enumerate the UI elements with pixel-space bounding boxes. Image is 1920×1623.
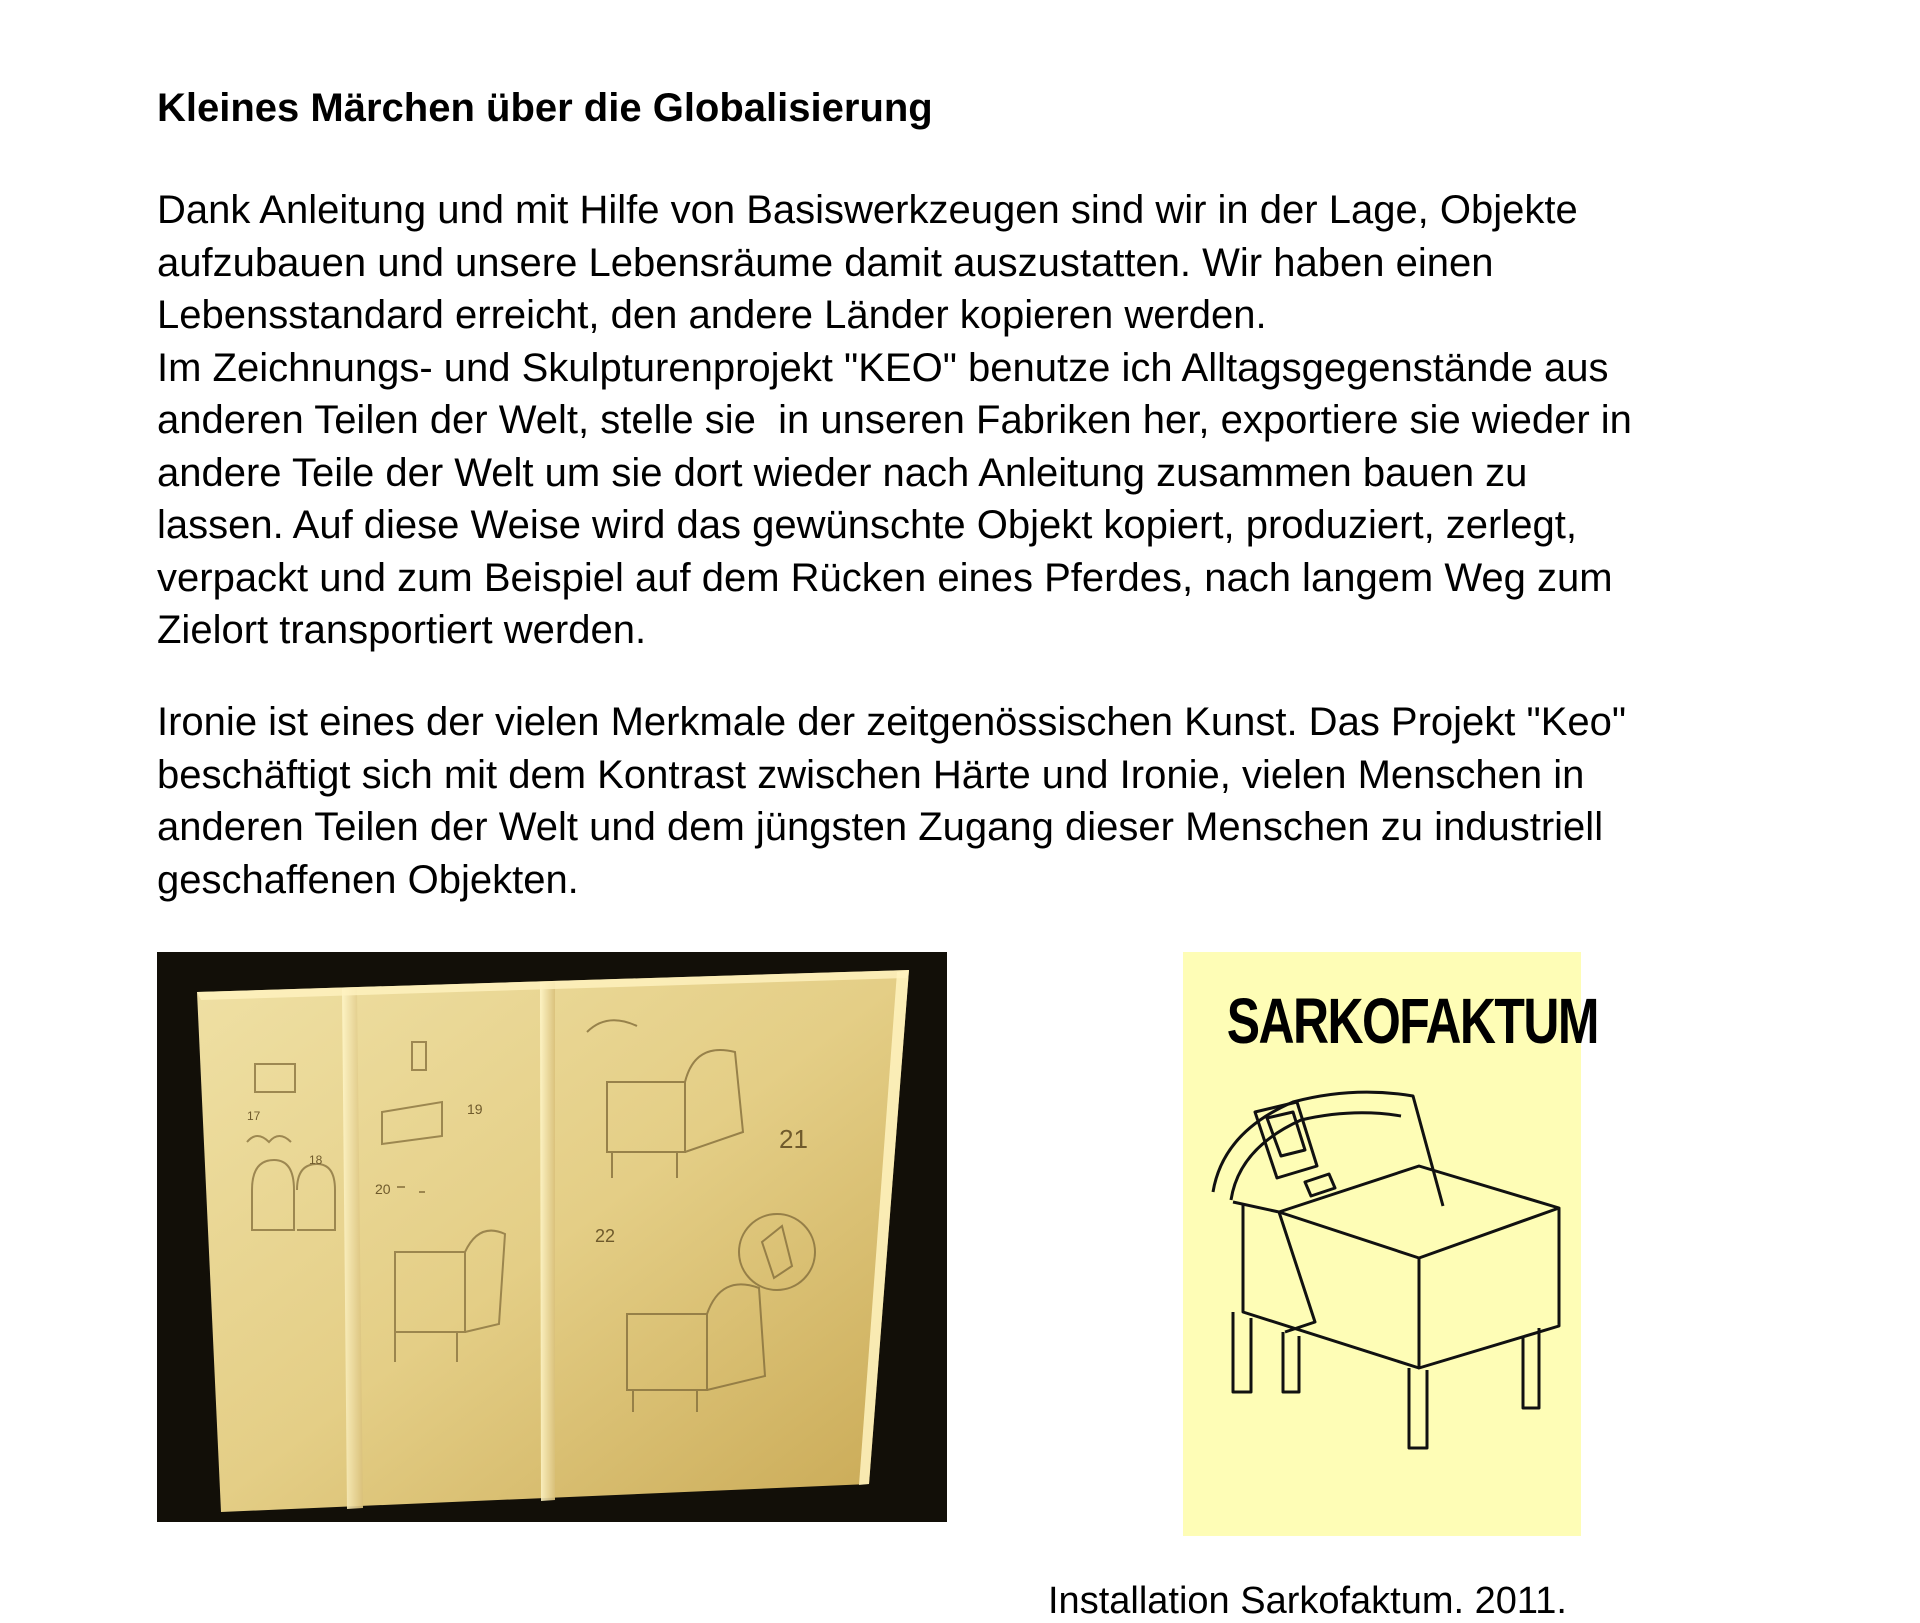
text-line: anderen Teilen der Welt und dem jüngsten Zugang dieser Menschen zu industriell	[157, 805, 1604, 849]
step-number-21: 21	[779, 1124, 808, 1154]
text-line: beschäftigt sich mit dem Kontrast zwischen Härte und Ironie, vielen Menschen in	[157, 752, 1585, 797]
step-number-22: 22	[595, 1226, 616, 1246]
step-number-19: 19	[467, 1101, 483, 1117]
step-number-18: 18	[309, 1153, 323, 1167]
page-title: Kleines Märchen über die Globalisierung	[157, 86, 933, 130]
text-line: andere Teile der Welt um sie dort wieder nach Anleitung zusammen bauen zu	[157, 450, 1528, 495]
installation-photo	[157, 952, 947, 1522]
text-line: lassen. Auf diese Weise wird das gewünschte Objekt kopiert, produziert, zerlegt,	[157, 503, 1577, 547]
image-caption: Installation Sarkofaktum. 2011.	[1048, 1580, 1567, 1622]
paragraph-irony	[157, 696, 1877, 906]
text-line: verpackt und zum Beispiel auf dem Rücken eines Pferdes, nach langem Weg zum	[157, 555, 1613, 600]
text-line: Lebensstandard erreicht, den andere Länder kopieren werden.	[157, 293, 1267, 337]
text-line: aufzubauen und unsere Lebensräume damit auszustatten. Wir haben einen	[157, 240, 1494, 285]
text-line: anderen Teilen der Welt, stelle sie in unseren Fabriken her, exportiere sie wieder in	[157, 398, 1632, 442]
step-number-20: 20	[375, 1181, 391, 1197]
text-line: Im Zeichnungs- und Skulpturenprojekt "KEO" benutze ich Alltagsgegenstände aus	[157, 345, 1609, 390]
paragraph-intro	[157, 184, 1877, 657]
bed-illustration	[1183, 1062, 1581, 1536]
text-line: Ironie ist eines der vielen Merkmale der zeitgenössischen Kunst. Das Projekt "Keo"	[157, 700, 1627, 744]
text-line: Dank Anleitung und mit Hilfe von Basiswerkzeugen sind wir in der Lage, Objekte	[157, 188, 1578, 232]
text-line: geschaffenen Objekten.	[157, 857, 579, 902]
poster-title: SARKOFAKTUM	[1226, 985, 1598, 1057]
sarkofaktum-poster	[1183, 952, 1598, 1536]
step-number-17: 17	[247, 1109, 261, 1123]
text-line: Zielort transportiert werden.	[157, 608, 647, 652]
